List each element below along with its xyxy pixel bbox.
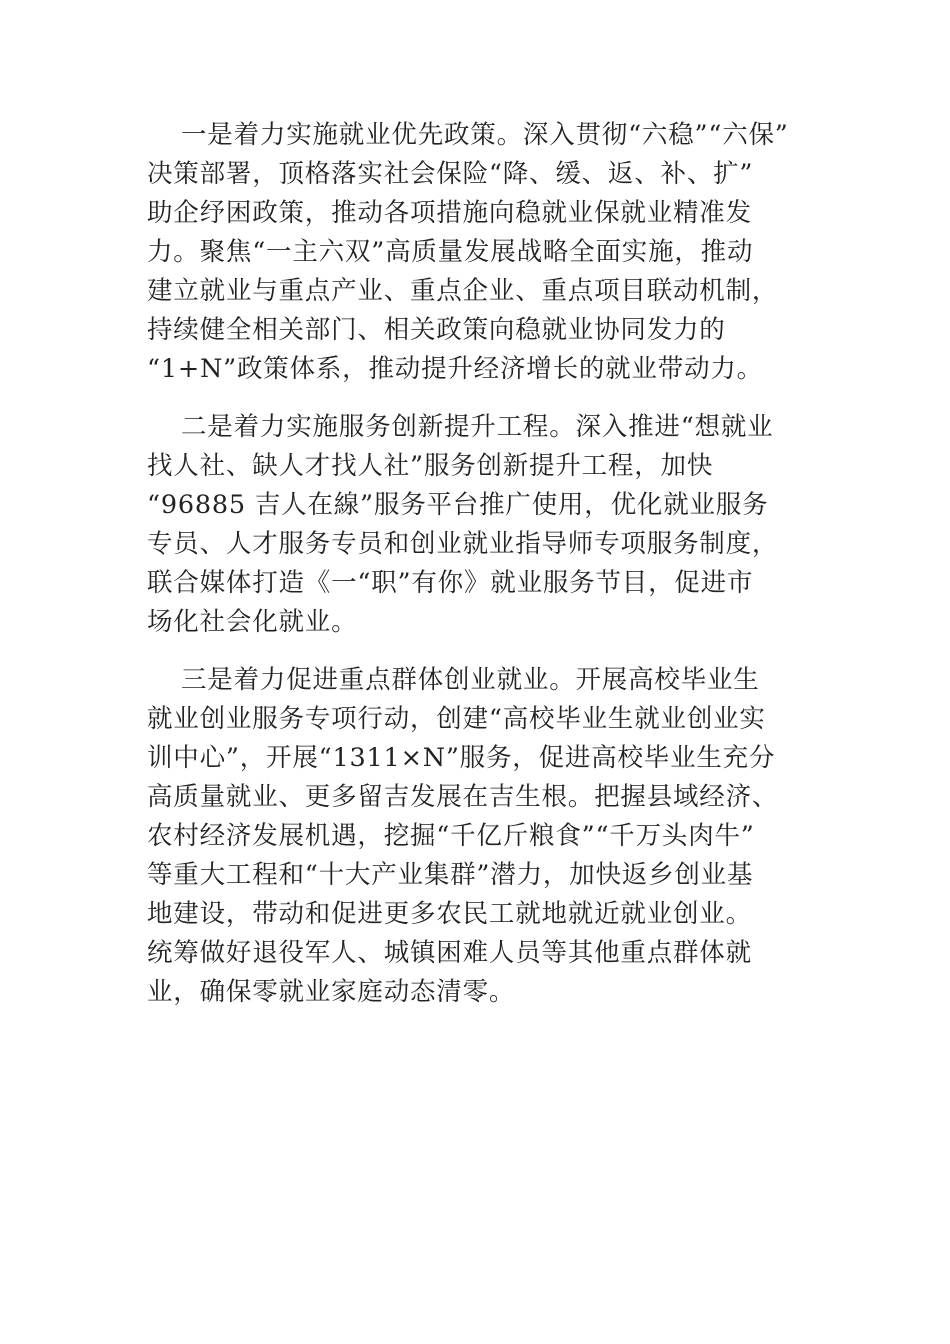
paragraph-line: 找人社、缺人才找人社”服务创新提升工程，加快 bbox=[147, 451, 714, 481]
paragraph-service-innovation bbox=[147, 408, 847, 642]
paragraph-line: 高质量就业、更多留吉发展在吉生根。把握县域经济、 bbox=[147, 782, 779, 812]
paragraph-line: 持续健全相关部门、相关政策向稳就业协同发力的 bbox=[147, 315, 726, 345]
paragraph-line: “96885 吉人在線”服务平台推广使用，优化就业服务 bbox=[147, 490, 769, 520]
paragraph-line: 农村经济发展机遇，挖掘“千亿斤粮食”“千万头肉牛” bbox=[147, 821, 755, 851]
paragraph-line: “1+N”政策体系，推动提升经济增长的就业带动力。 bbox=[147, 354, 763, 384]
paragraph-line: 场化社会化就业。 bbox=[147, 607, 358, 637]
document-body bbox=[147, 116, 847, 1012]
paragraph-line: 三是着力促进重点群体创业就业。开展高校毕业生 bbox=[181, 665, 760, 695]
paragraph-line: 地建设，带动和促进更多农民工就地就近就业创业。 bbox=[147, 899, 752, 929]
paragraph-line: 建立就业与重点产业、重点企业、重点项目联动机制， bbox=[147, 276, 779, 306]
paragraph-line: 二是着力实施服务创新提升工程。深入推进“想就业 bbox=[181, 412, 774, 442]
paragraph-line: 统筹做好退役军人、城镇困难人员等其他重点群体就 bbox=[147, 938, 752, 968]
paragraph-line: 就业创业服务专项行动，创建“高校毕业生就业创业实 bbox=[147, 704, 766, 734]
paragraph-line: 联合媒体打造《一“职”有你》就业服务节目，促进市 bbox=[147, 568, 754, 598]
paragraph-line: 助企纾困政策，推动各项措施向稳就业保就业精准发 bbox=[147, 198, 752, 228]
paragraph-line: 等重大工程和“十大产业集群”潜力，加快返乡创业基 bbox=[147, 860, 754, 890]
paragraph-line: 一是着力实施就业优先政策。深入贯彻“六稳”“六保” bbox=[181, 120, 789, 150]
paragraph-line: 训中心”，开展“1311×N”服务，促进高校毕业生充分 bbox=[147, 743, 776, 773]
paragraph-key-groups bbox=[147, 661, 847, 1012]
paragraph-line: 决策部署，顶格落实社会保险“降、缓、返、补、扩” bbox=[147, 159, 754, 189]
paragraph-line: 业，确保零就业家庭动态清零。 bbox=[147, 977, 516, 1007]
paragraph-line: 力。聚焦“一主六双”高质量发展战略全面实施，推动 bbox=[147, 237, 754, 267]
paragraph-employment-priority bbox=[147, 116, 847, 389]
paragraph-line: 专员、人才服务专员和创业就业指导师专项服务制度， bbox=[147, 529, 779, 559]
